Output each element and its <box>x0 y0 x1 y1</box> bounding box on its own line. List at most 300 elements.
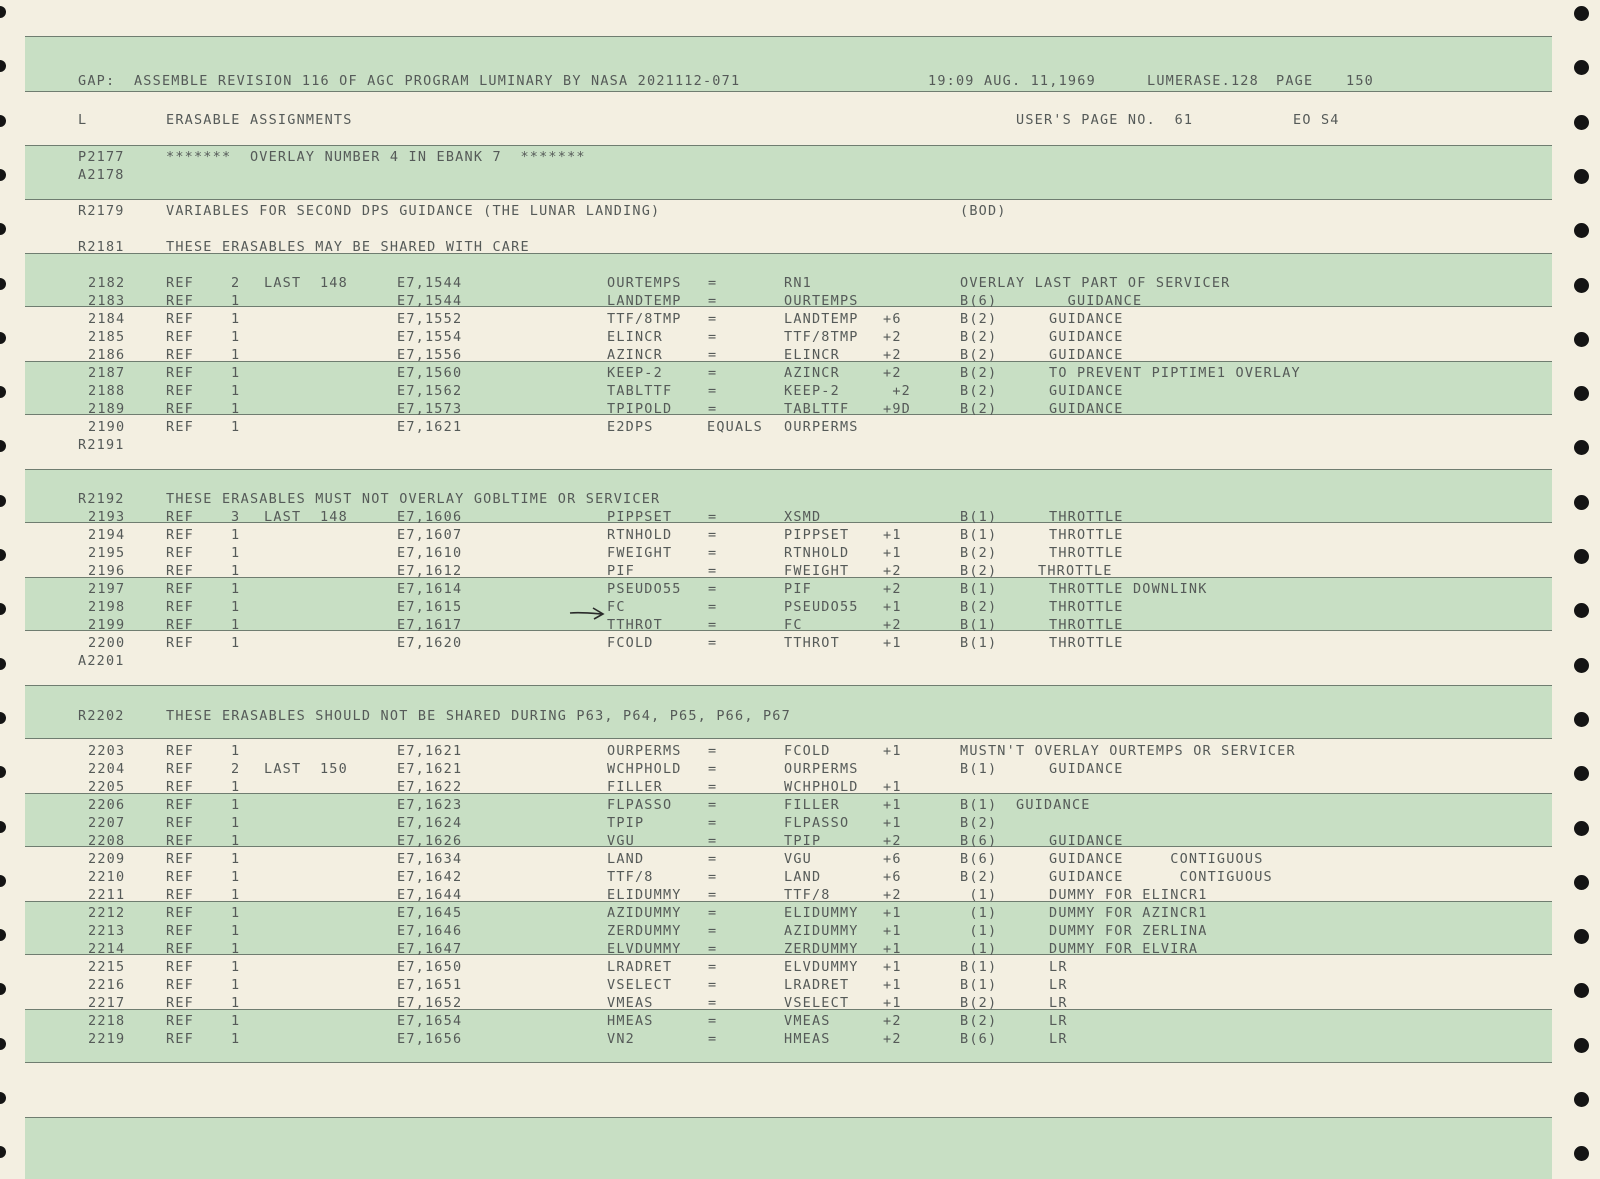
bank-spec: (1) <box>960 887 998 903</box>
ref-marker: REF <box>166 329 194 345</box>
ref-marker: REF <box>166 833 194 849</box>
symbol-name: FLPASSO <box>607 797 673 813</box>
assign-operator: = <box>708 995 718 1011</box>
line-note: MUSTN'T OVERLAY OURTEMPS OR SERVICER <box>960 743 1296 759</box>
sprocket-hole <box>0 6 6 18</box>
sprocket-hole <box>1574 332 1589 347</box>
sprocket-hole <box>0 875 6 887</box>
assign-operator: = <box>708 275 718 291</box>
assign-expression: TTF/8 <box>784 887 831 903</box>
assign-offset: +1 <box>883 779 902 795</box>
symbol-name: KEEP-2 <box>607 365 663 381</box>
erasable-address: E7,1556 <box>397 347 463 363</box>
ref-marker: REF <box>166 869 194 885</box>
sprocket-hole <box>1574 766 1589 781</box>
symbol-name: OURPERMS <box>607 743 682 759</box>
assign-operator: = <box>708 977 718 993</box>
bank-spec: (1) <box>960 923 998 939</box>
band-rule <box>25 1062 1552 1063</box>
erasable-address: E7,1621 <box>397 743 463 759</box>
bank-spec: B(1) <box>960 527 998 543</box>
assign-offset: +2 <box>883 833 902 849</box>
bank-spec: B(6) <box>960 293 998 309</box>
assign-offset: +6 <box>883 311 902 327</box>
assign-expression: PSEUDO55 <box>784 599 859 615</box>
assign-operator: = <box>708 941 718 957</box>
assign-expression: ELVDUMMY <box>784 959 859 975</box>
ref-marker: REF <box>166 635 194 651</box>
line-number: 2217 <box>88 995 126 1011</box>
line-comment: THESE ERASABLES MUST NOT OVERLAY GOBLTIME OR SERVICER <box>166 491 661 507</box>
assign-operator: = <box>708 1031 718 1047</box>
erasable-address: E7,1554 <box>397 329 463 345</box>
ref-count: 1 <box>231 797 241 813</box>
assign-offset: +2 <box>883 617 902 633</box>
assign-offset: +1 <box>883 545 902 561</box>
line-note: TO PREVENT PIPTIME1 OVERLAY <box>1049 365 1301 381</box>
symbol-name: VSELECT <box>607 977 673 993</box>
erasable-address: E7,1645 <box>397 905 463 921</box>
line-note: DUMMY FOR AZINCR1 <box>1049 905 1208 921</box>
line-note: THROTTLE <box>1049 635 1124 651</box>
assign-expression: AZINCR <box>784 365 840 381</box>
ref-count: 1 <box>231 995 241 1011</box>
line-number: 2200 <box>88 635 126 651</box>
symbol-name: TABLTTF <box>607 383 673 399</box>
bank-spec: B(1) <box>960 581 998 597</box>
assign-expression: HMEAS <box>784 1031 831 1047</box>
symbol-name: FILLER <box>607 779 663 795</box>
ref-count: 1 <box>231 365 241 381</box>
ref-count: 1 <box>231 545 241 561</box>
assign-offset: +2 <box>883 1013 902 1029</box>
header-listing-name: LUMERASE.128 <box>1147 73 1259 89</box>
symbol-name: LAND <box>607 851 645 867</box>
assign-expression: OURPERMS <box>784 761 859 777</box>
ref-count: 1 <box>231 419 241 435</box>
line-number: 2199 <box>88 617 126 633</box>
assign-offset: +2 <box>883 329 902 345</box>
ref-marker: REF <box>166 977 194 993</box>
ref-count: 1 <box>231 905 241 921</box>
erasable-address: E7,1573 <box>397 401 463 417</box>
ref-marker: REF <box>166 617 194 633</box>
bank-spec: (1) <box>960 941 998 957</box>
ref-count: 1 <box>231 869 241 885</box>
ref-marker: REF <box>166 545 194 561</box>
symbol-name: TTF/8 <box>607 869 654 885</box>
line-note: LR <box>1049 995 1068 1011</box>
assign-offset: +2 <box>883 1031 902 1047</box>
erasable-address: E7,1650 <box>397 959 463 975</box>
assign-expression: TTF/8TMP <box>784 329 859 345</box>
line-number: 2190 <box>88 419 126 435</box>
line-number: 2214 <box>88 941 126 957</box>
ref-marker: REF <box>166 887 194 903</box>
sprocket-hole <box>1574 658 1589 673</box>
line-number: 2194 <box>88 527 126 543</box>
symbol-name: VGU <box>607 833 635 849</box>
assign-operator: = <box>708 851 718 867</box>
assign-offset: +1 <box>883 905 902 921</box>
ref-marker: REF <box>166 1031 194 1047</box>
last-page-ref: LAST 148 <box>264 509 348 525</box>
symbol-name: LRADRET <box>607 959 673 975</box>
assign-operator: = <box>708 509 718 525</box>
bank-spec: B(2) <box>960 1013 998 1029</box>
symbol-name: E2DPS <box>607 419 654 435</box>
assign-offset: +2 <box>883 365 902 381</box>
assign-offset: +1 <box>883 941 902 957</box>
assign-operator: = <box>708 401 718 417</box>
sprocket-hole <box>0 223 6 235</box>
symbol-name: ELINCR <box>607 329 663 345</box>
ref-marker: REF <box>166 761 194 777</box>
sprocket-hole <box>0 60 6 72</box>
line-number: 2206 <box>88 797 126 813</box>
ref-marker: REF <box>166 815 194 831</box>
sprocket-hole <box>1574 549 1589 564</box>
erasable-address: E7,1651 <box>397 977 463 993</box>
assign-expression: PIPPSET <box>784 527 850 543</box>
line-note: THROTTLE <box>1049 545 1124 561</box>
assign-operator: = <box>708 293 718 309</box>
line-note: THROTTLE <box>1049 599 1124 615</box>
ref-marker: REF <box>166 527 194 543</box>
header-page-label: PAGE <box>1276 73 1314 89</box>
assign-operator: = <box>708 869 718 885</box>
symbol-name: AZINCR <box>607 347 663 363</box>
assign-operator: = <box>708 923 718 939</box>
ref-count: 1 <box>231 329 241 345</box>
ref-marker: REF <box>166 779 194 795</box>
bank-spec: B(2) <box>960 563 998 579</box>
ref-marker: REF <box>166 797 194 813</box>
sprocket-hole <box>0 440 6 452</box>
sprocket-hole <box>0 495 6 507</box>
assign-offset: +1 <box>883 995 902 1011</box>
symbol-name: HMEAS <box>607 1013 654 1029</box>
sprocket-hole <box>1574 821 1589 836</box>
assign-offset: +1 <box>883 599 902 615</box>
line-number: 2195 <box>88 545 126 561</box>
line-number: 2184 <box>88 311 126 327</box>
sprocket-hole <box>1574 6 1589 21</box>
ref-count: 2 <box>231 275 241 291</box>
sprocket-hole <box>0 821 6 833</box>
sprocket-hole <box>1574 223 1589 238</box>
bank-spec: (1) <box>960 905 998 921</box>
erasable-address: E7,1606 <box>397 509 463 525</box>
line-number: 2182 <box>88 275 126 291</box>
assign-operator: = <box>708 779 718 795</box>
erasable-address: E7,1562 <box>397 383 463 399</box>
assign-expression: FILLER <box>784 797 840 813</box>
assign-expression: FCOLD <box>784 743 831 759</box>
assign-operator: = <box>708 905 718 921</box>
assign-offset: +1 <box>883 635 902 651</box>
line-number: R2192 <box>78 491 125 507</box>
ref-marker: REF <box>166 401 194 417</box>
line-note: GUIDANCE <box>1049 761 1124 777</box>
assign-operator: = <box>708 383 718 399</box>
erasable-address: E7,1621 <box>397 761 463 777</box>
ref-marker: REF <box>166 311 194 327</box>
line-note: THROTTLE <box>1049 617 1124 633</box>
line-number: 2198 <box>88 599 126 615</box>
ref-count: 1 <box>231 293 241 309</box>
assign-expression: OURTEMPS <box>784 293 859 309</box>
sprocket-hole <box>1574 1146 1589 1161</box>
ref-marker: REF <box>166 905 194 921</box>
symbol-name: VMEAS <box>607 995 654 1011</box>
erasable-address: E7,1560 <box>397 365 463 381</box>
ref-count: 1 <box>231 977 241 993</box>
line-number: R2191 <box>78 437 125 453</box>
line-number: 2189 <box>88 401 126 417</box>
assign-operator: = <box>708 761 718 777</box>
erasable-address: E7,1544 <box>397 293 463 309</box>
line-note: LR <box>1049 977 1068 993</box>
erasable-address: E7,1652 <box>397 995 463 1011</box>
line-number: 2197 <box>88 581 126 597</box>
assign-offset: +2 <box>883 887 902 903</box>
sprocket-hole <box>1574 169 1589 184</box>
bank-spec: B(6) <box>960 1031 998 1047</box>
line-number: 2210 <box>88 869 126 885</box>
sprocket-hole <box>0 278 6 290</box>
ref-count: 1 <box>231 581 241 597</box>
assign-expression: VSELECT <box>784 995 850 1011</box>
assign-offset: +1 <box>883 527 902 543</box>
erasable-address: E7,1642 <box>397 869 463 885</box>
line-note: DUMMY FOR ELINCR1 <box>1049 887 1208 903</box>
assign-operator: = <box>708 329 718 345</box>
line-number: 2212 <box>88 905 126 921</box>
sprocket-hole <box>0 658 6 670</box>
assign-expression: OURPERMS <box>784 419 859 435</box>
header-page-number: 150 <box>1346 73 1374 89</box>
bank-spec: B(2) <box>960 383 998 399</box>
sprocket-hole <box>0 766 6 778</box>
sprocket-hole <box>0 1146 6 1158</box>
ref-count: 3 <box>231 509 241 525</box>
assign-offset: +2 <box>883 383 911 399</box>
bank-spec: B(1) <box>960 761 998 777</box>
band-rule <box>25 91 1552 92</box>
ref-count: 2 <box>231 761 241 777</box>
symbol-name: TPIPOLD <box>607 401 673 417</box>
erasable-address: E7,1617 <box>397 617 463 633</box>
sprocket-hole <box>0 1038 6 1050</box>
ref-count: 1 <box>231 563 241 579</box>
line-note: GUIDANCE CONTIGUOUS <box>1049 851 1264 867</box>
ref-marker: REF <box>166 293 194 309</box>
assign-operator: = <box>708 797 718 813</box>
line-note: GUIDANCE <box>1049 347 1124 363</box>
bank-spec: B(2) <box>960 401 998 417</box>
ref-marker: REF <box>166 509 194 525</box>
assign-offset: +1 <box>883 797 902 813</box>
symbol-name: RTNHOLD <box>607 527 673 543</box>
bank-spec: B(2) <box>960 311 998 327</box>
assign-operator: = <box>708 563 718 579</box>
section-title: ERASABLE ASSIGNMENTS <box>166 112 353 128</box>
assign-offset: +6 <box>883 851 902 867</box>
band-rule <box>25 738 1552 739</box>
assign-operator: = <box>708 527 718 543</box>
line-number: 2185 <box>88 329 126 345</box>
ref-marker: REF <box>166 941 194 957</box>
line-number: 2203 <box>88 743 126 759</box>
symbol-name: ELVDUMMY <box>607 941 682 957</box>
band-rule <box>25 1117 1552 1118</box>
ref-marker: REF <box>166 419 194 435</box>
line-number: 2215 <box>88 959 126 975</box>
ref-count: 1 <box>231 833 241 849</box>
ref-marker: REF <box>166 347 194 363</box>
assign-operator: = <box>708 311 718 327</box>
line-note: THROTTLE <box>1049 527 1124 543</box>
sprocket-hole <box>1574 1092 1589 1107</box>
sprocket-hole <box>0 603 6 615</box>
symbol-name: ZERDUMMY <box>607 923 682 939</box>
assign-operator: = <box>708 743 718 759</box>
line-number: 2183 <box>88 293 126 309</box>
assign-expression: RTNHOLD <box>784 545 850 561</box>
line-number: 2205 <box>88 779 126 795</box>
greenbar-band <box>25 1117 1552 1179</box>
erasable-address: E7,1621 <box>397 419 463 435</box>
assign-expression: KEEP-2 <box>784 383 840 399</box>
line-number: A2178 <box>78 167 125 183</box>
line-note: OVERLAY LAST PART OF SERVICER <box>960 275 1231 291</box>
sprocket-hole <box>0 332 6 344</box>
assign-operator: = <box>708 347 718 363</box>
erasable-address: E7,1644 <box>397 887 463 903</box>
ref-marker: REF <box>166 581 194 597</box>
sprocket-hole <box>1574 278 1589 293</box>
assign-expression: TPIP <box>784 833 822 849</box>
erasable-address: E7,1620 <box>397 635 463 651</box>
assign-expression: ELINCR <box>784 347 840 363</box>
column-l-marker: L <box>78 112 88 128</box>
band-rule <box>25 199 1552 200</box>
line-note: GUIDANCE <box>1049 383 1124 399</box>
ref-count: 1 <box>231 1031 241 1047</box>
erasable-address: E7,1552 <box>397 311 463 327</box>
line-comment: ******* OVERLAY NUMBER 4 IN EBANK 7 ******* <box>166 149 586 165</box>
eo-marker: EO S4 <box>1293 112 1340 128</box>
last-page-ref: LAST 148 <box>264 275 348 291</box>
erasable-address: E7,1646 <box>397 923 463 939</box>
sprocket-hole <box>1574 875 1589 890</box>
assign-offset: +1 <box>883 923 902 939</box>
ref-marker: REF <box>166 995 194 1011</box>
sprocket-hole <box>1574 929 1589 944</box>
bank-spec: B(1) <box>960 617 998 633</box>
ref-marker: REF <box>166 923 194 939</box>
symbol-name: ELIDUMMY <box>607 887 682 903</box>
symbol-name: FCOLD <box>607 635 654 651</box>
bank-spec: B(6) <box>960 833 998 849</box>
line-note: THROTTLE <box>1038 563 1113 579</box>
erasable-address: E7,1626 <box>397 833 463 849</box>
line-number: R2181 <box>78 239 125 255</box>
header-time-date: 19:09 AUG. 11,1969 <box>928 73 1096 89</box>
ref-count: 1 <box>231 959 241 975</box>
assign-operator: = <box>708 887 718 903</box>
line-comment: THESE ERASABLES SHOULD NOT BE SHARED DURING P63, P64, P65, P66, P67 <box>166 708 791 724</box>
sprocket-hole <box>1574 603 1589 618</box>
bank-spec: B(2) <box>960 347 998 363</box>
bank-spec: B(2) <box>960 815 998 831</box>
line-note: LR <box>1049 1031 1068 1047</box>
sprocket-hole <box>0 929 6 941</box>
line-note: LR <box>1049 1013 1068 1029</box>
symbol-name: AZIDUMMY <box>607 905 682 921</box>
assign-offset: +2 <box>883 581 902 597</box>
band-rule <box>25 685 1552 686</box>
bank-spec: B(1) <box>960 635 998 651</box>
assign-expression: FWEIGHT <box>784 563 850 579</box>
assign-operator: = <box>708 617 718 633</box>
sprocket-hole <box>1574 440 1589 455</box>
symbol-name: VN2 <box>607 1031 635 1047</box>
assign-operator: = <box>708 1013 718 1029</box>
assign-expression: PIF <box>784 581 812 597</box>
erasable-address: E7,1544 <box>397 275 463 291</box>
assign-operator: = <box>708 815 718 831</box>
line-number: A2201 <box>78 653 125 669</box>
bank-spec: B(6) <box>960 851 998 867</box>
assign-expression: AZIDUMMY <box>784 923 859 939</box>
sprocket-hole <box>1574 60 1589 75</box>
line-number: 2208 <box>88 833 126 849</box>
erasable-address: E7,1647 <box>397 941 463 957</box>
assign-operator: = <box>708 545 718 561</box>
assign-expression: VMEAS <box>784 1013 831 1029</box>
sprocket-hole <box>1574 712 1589 727</box>
erasable-address: E7,1622 <box>397 779 463 795</box>
ref-count: 1 <box>231 779 241 795</box>
bank-spec: B(2) <box>960 599 998 615</box>
erasable-address: E7,1610 <box>397 545 463 561</box>
line-note: LR <box>1049 959 1068 975</box>
sprocket-hole <box>0 1092 6 1104</box>
ref-count: 1 <box>231 887 241 903</box>
bank-spec: B(2) <box>960 365 998 381</box>
ref-marker: REF <box>166 599 194 615</box>
last-page-ref: LAST 150 <box>264 761 348 777</box>
ref-count: 1 <box>231 743 241 759</box>
line-number: 2218 <box>88 1013 126 1029</box>
ref-count: 1 <box>231 941 241 957</box>
header-title-line: GAP: ASSEMBLE REVISION 116 OF AGC PROGRAM LUMINARY BY NASA 2021112-071 <box>78 73 741 89</box>
ref-marker: REF <box>166 1013 194 1029</box>
bank-spec: B(2) <box>960 545 998 561</box>
band-rule <box>25 36 1552 37</box>
line-number: 2213 <box>88 923 126 939</box>
ref-count: 1 <box>231 527 241 543</box>
line-number: 2196 <box>88 563 126 579</box>
assign-offset: +6 <box>883 869 902 885</box>
sprocket-hole <box>0 169 6 181</box>
bank-spec: B(1) <box>960 797 998 813</box>
sprocket-hole <box>0 115 6 127</box>
ref-marker: REF <box>166 959 194 975</box>
symbol-name: TTHROT <box>607 617 663 633</box>
